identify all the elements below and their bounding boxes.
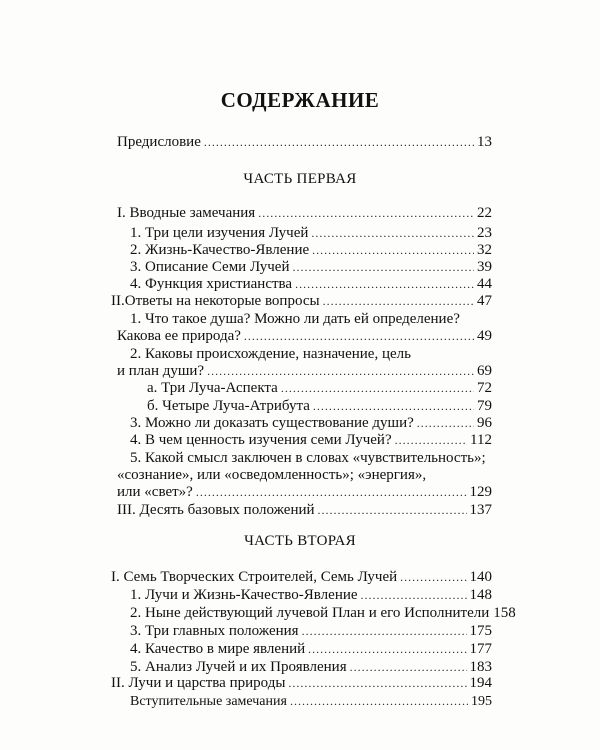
toc-entry[interactable] — [147, 379, 492, 397]
toc-entry-page: 129 — [469, 484, 492, 500]
toc-entry[interactable] — [111, 674, 492, 692]
toc-entry-title: 2. Ныне действующий лучевой План и его Исполнители — [130, 605, 490, 621]
toc-entry-title: 3. Можно ли доказать существование души? — [130, 415, 414, 431]
toc-entry-line[interactable]: 2. Каковы происхождение, назначение, цель — [130, 346, 411, 362]
page-title: СОДЕРЖАНИЕ — [220, 88, 380, 112]
leader-dots — [290, 692, 468, 710]
leader-dots — [204, 133, 474, 151]
toc-entry[interactable] — [130, 224, 492, 242]
toc-entry-page: 72 — [477, 380, 492, 396]
toc-entry-page: 32 — [477, 242, 492, 258]
toc-entry-title: 4. Функция христианства — [130, 276, 293, 292]
leader-dots — [288, 674, 466, 692]
toc-entry-title: I. Семь Творческих Строителей, Семь Лучей — [111, 569, 398, 585]
toc-entry-page: 49 — [477, 328, 492, 344]
toc-entry[interactable] — [117, 327, 492, 345]
toc-entry-page: 13 — [477, 134, 492, 150]
toc-entry[interactable] — [130, 622, 492, 640]
toc-entry-page: 194 — [469, 675, 492, 691]
toc-entry-page: 158 — [493, 605, 516, 621]
leader-dots — [293, 258, 475, 276]
toc-entry-title: б. Четыре Луча-Атрибута — [147, 398, 310, 414]
leader-dots — [302, 622, 467, 640]
toc-entry[interactable] — [117, 501, 492, 519]
toc-entry[interactable] — [130, 275, 492, 293]
toc-entry-page: 96 — [477, 415, 492, 431]
leader-dots — [207, 362, 474, 380]
leader-dots — [318, 501, 467, 519]
leader-dots — [196, 483, 467, 501]
part-one-heading: ЧАСТЬ ПЕРВАЯ — [243, 171, 357, 187]
toc-entry-page: 177 — [469, 641, 492, 657]
toc-entry[interactable] — [111, 292, 492, 310]
toc-entry-title: 3. Три главных положения — [130, 623, 299, 639]
toc-entry-title: 5. Анализ Лучей и их Проявления — [130, 659, 347, 675]
toc-entry-page: 137 — [469, 502, 492, 518]
toc-entry[interactable] — [130, 604, 516, 622]
leader-dots — [308, 640, 466, 658]
toc-entry-title: II.Ответы на некоторые вопросы — [111, 293, 320, 309]
toc-entry[interactable] — [130, 586, 492, 604]
toc-entry[interactable] — [130, 431, 492, 449]
toc-entry-page: 79 — [477, 398, 492, 414]
toc-entry[interactable] — [147, 397, 492, 415]
leader-dots — [361, 586, 467, 604]
toc-entry[interactable] — [117, 362, 492, 380]
toc-entry-title: Какова ее природа? — [117, 328, 241, 344]
toc-entry-title: III. Десять базовых положений — [117, 502, 315, 518]
toc-entry-title: 4. В чем ценность изучения семи Лучей? — [130, 432, 392, 448]
toc-entry-title: 4. Качество в мире явлений — [130, 641, 306, 657]
toc-entry-page: 112 — [470, 432, 492, 448]
leader-dots — [400, 568, 466, 586]
toc-entry-page: 44 — [477, 276, 492, 292]
toc-entry-title: 2. Жизнь-Качество-Явление — [130, 242, 310, 258]
leader-dots — [323, 292, 474, 310]
toc-entry[interactable] — [130, 640, 492, 658]
leader-dots — [244, 327, 474, 345]
toc-entry-title: или «свет»? — [117, 484, 193, 500]
leader-dots — [313, 397, 474, 415]
toc-entry-title: Вступительные замечания — [130, 694, 287, 709]
toc-entry-page: 39 — [477, 259, 492, 275]
leader-dots — [295, 275, 474, 293]
toc-entry-preface[interactable] — [117, 133, 492, 151]
toc-entry[interactable] — [130, 692, 492, 711]
toc-entry-page: 175 — [469, 623, 492, 639]
toc-entry-page: 69 — [477, 363, 492, 379]
leader-dots — [417, 414, 474, 432]
toc-entry-page: 23 — [477, 225, 492, 241]
leader-dots — [312, 241, 474, 259]
leader-dots — [395, 431, 467, 449]
toc-entry-title: и план души? — [117, 363, 205, 379]
toc-entry[interactable] — [130, 258, 492, 276]
toc-entry[interactable] — [117, 204, 492, 222]
toc-entry-title: 1. Лучи и Жизнь-Качество-Явление — [130, 587, 358, 603]
toc-entry-title: 3. Описание Семи Лучей — [130, 259, 290, 275]
part-two-heading: ЧАСТЬ ВТОРАЯ — [244, 533, 356, 549]
toc-entry-line[interactable]: 5. Какой смысл заключен в словах «чувствительность»; — [130, 450, 486, 466]
toc-entry-line[interactable]: 1. Что такое душа? Можно ли дать ей определение? — [130, 311, 460, 327]
toc-entry[interactable] — [130, 241, 492, 259]
toc-entry-title: а. Три Луча-Аспекта — [147, 380, 278, 396]
toc-entry-title: II. Лучи и царства природы — [111, 675, 286, 691]
toc-entry-line[interactable]: «сознание», или «осведомленность»; «энергия», — [117, 467, 427, 483]
toc-entry-title: Предисловие — [117, 134, 201, 150]
toc-entry[interactable] — [117, 483, 492, 501]
leader-dots — [281, 379, 474, 397]
toc-entry-page: 183 — [469, 659, 492, 675]
toc-entry-title: 1. Три цели изучения Лучей — [130, 225, 309, 241]
toc-entry[interactable] — [111, 568, 492, 586]
toc-entry-page: 195 — [471, 694, 492, 709]
leader-dots — [258, 204, 474, 222]
toc-entry-page: 47 — [477, 293, 492, 309]
toc-entry-page: 148 — [469, 587, 492, 603]
leader-dots — [311, 224, 474, 242]
toc-entry-page: 140 — [469, 569, 492, 585]
toc-entry-page: 22 — [477, 205, 492, 221]
toc-entry[interactable] — [130, 414, 492, 432]
toc-entry-title: I. Вводные замечания — [117, 205, 256, 221]
